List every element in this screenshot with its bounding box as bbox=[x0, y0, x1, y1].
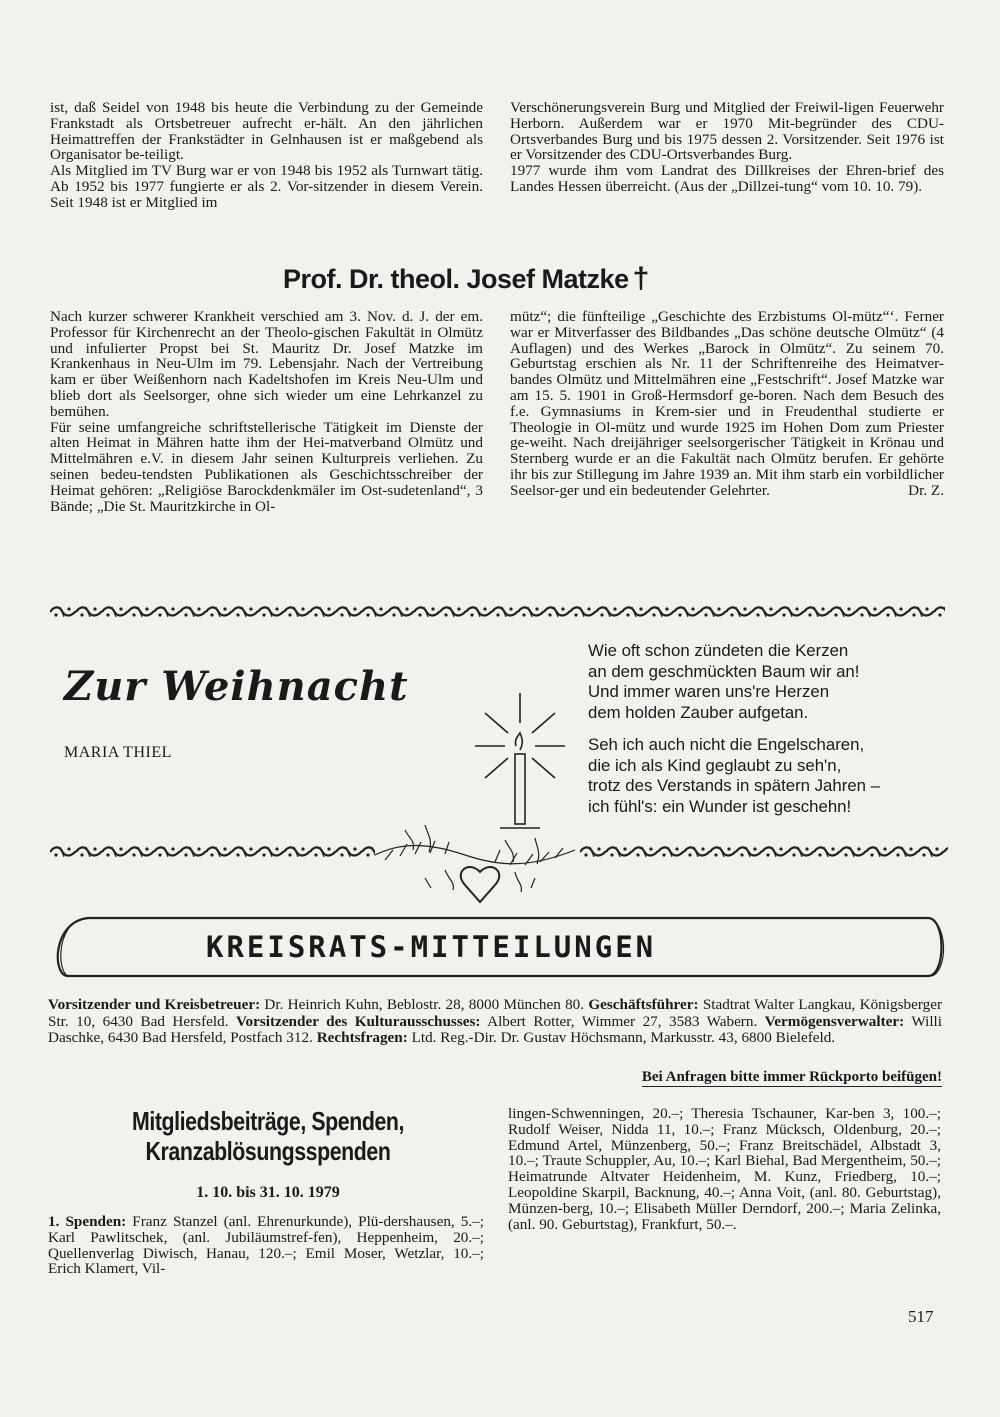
donations-title-line: Mitgliedsbeiträge, Spenden, bbox=[131, 1106, 405, 1136]
article-title-text: Prof. Dr. theol. Josef Matzke bbox=[283, 264, 629, 294]
article-seidel-right bbox=[510, 100, 944, 195]
paragraph: Nach kurzer schwerer Krankheit verschied am 3. Nov. d. J. der em. Professor für Kirchenrecht an der Theolo-gischen Fakultät in Olmütz und infulierter Propst bei St. Mauritz Dr. Josef Matzke im Krankenhaus in Neu-Ulm im 79. Lebensjahr. Nach der Vertreibung kam er über Weißenhorn nach Kadeltshofen im Kreis Neu-Ulm und blieb dort als Seelsorger, ohne sich wieder um eine Lehrkanzel zu bemühen. bbox=[50, 308, 483, 420]
poem-line: dem holden Zauber aufgetan. bbox=[588, 702, 809, 722]
poem-line: Wie oft schon zündeten die Kerzen bbox=[588, 641, 849, 660]
info-value: Willi Daschke, 6430 Bad Hersfeld, Postfach 312. bbox=[48, 1012, 942, 1047]
paragraph-text: mütz“; die fünfteilige „Geschichte des Erzbistums Ol-mütz“‘. Ferner war er Mitverfasser des Bildbandes „Das schöne deutsche Olmütz“ (4 Auflagen) und des Werkes „Barock in Olmütz“. Zu seinem 70. Geburtstag erschien als Nr. 11 der Schriftenreihe des Heimatver-bandes Olmütz und Mittelmähren eine „Festschrift“. Josef Matzke war am 15. 5. 1901 in Groß-Hermsdorf ge-boren. Nach dem Besuch des f.e. Gymnasiums in Krem-sier und in Freudenthal studierte er Theologie in Ol-mütz und wurde 1925 im Hohen Dom zum Priester ge-weiht. Nach dreijähriger seelsorgerischer Tätigkeit in Krönau und Sternberg wurde er an die Fakultät nach Olmütz berufen. Er gehörte ihr bis zur Stillegung im Jahre 1939 an. Mit ihm starb ein vorbildlicher Seelsor-ger und ein bedeutender Gelehrter. bbox=[510, 308, 944, 499]
author-signature: Dr. Z. bbox=[908, 481, 944, 499]
section-banner bbox=[48, 912, 948, 982]
donations-title-line: Kranzablösungsspenden bbox=[145, 1136, 391, 1166]
info-label: Vorsitzender und Kreisbetreuer: bbox=[48, 996, 261, 1013]
poem-title: Zur Weihnacht bbox=[64, 663, 409, 710]
info-value: Albert Rotter, Wimmer 27, 3583 Wabern. bbox=[480, 1012, 765, 1030]
info-label: Geschäftsführer: bbox=[588, 996, 699, 1013]
poem-author: MARIA THIEL bbox=[64, 744, 172, 761]
poem-line: Seh ich auch nicht die Engelscharen, bbox=[588, 735, 865, 754]
donations-text: Franz Stanzel (anl. Ehrenurkunde), Plü-dershausen, 5.–; Karl Pawlitschek, (anl. Jubiläumstref-fen), Heppenheim, 20.–; Quellenverlag Diwisch, Hanau, 120.–; Emil Moser, Wetzlar, 10.–; Erich Klamert, Vil- bbox=[48, 1213, 484, 1278]
page-number: 517 bbox=[908, 1307, 934, 1326]
paragraph: ist, daß Seidel von 1948 bis heute die Verbindung zu der Gemeinde Frankstadt als Ortsbetreuer aufrecht er-hält. An den jährlichen Heimattreffen der Frankstädter in Gelnhausen ist er maßgebend als Organisator be-teiligt. bbox=[50, 99, 483, 164]
paragraph: Als Mitglied im TV Burg war er von 1948 bis 1952 als Turnwart tätig. Ab 1952 bis 1977 fungierte er als 2. Vor-sitzender in diesem Verein. Seit 1948 ist er Mitglied im bbox=[50, 162, 483, 211]
paragraph bbox=[510, 309, 944, 499]
poem-line: trotz des Verstands in spätern Jahren – bbox=[588, 776, 880, 795]
donations-label: 1. Spenden: bbox=[48, 1213, 127, 1230]
info-label: Rechtsfragen: bbox=[316, 1029, 408, 1047]
info-label: Vorsitzender des Kulturausschusses: bbox=[235, 1012, 481, 1030]
ornament-border-top bbox=[50, 605, 945, 619]
article-title bbox=[283, 262, 649, 296]
donations-right bbox=[508, 1106, 941, 1232]
poem-line: an dem geschmückten Baum wir an! bbox=[588, 661, 860, 681]
info-label: Vermögensverwalter: bbox=[764, 1012, 905, 1030]
paragraph: Für seine umfangreiche schriftstellerische Tätigkeit im Dienste der alten Heimat in Mähren hatte ihm der Hei-matverband Olmütz und Mittelmähren e.V. in diesem Jahr seinen Kulturpreis verliehen. Zu seinen bedeu-tendsten Publikationen als Geschichtsschreiber der Heimat gehören: „Religiöse Barockdenkmäler im Ost-sudetenland“, 3 Bände; „Die St. Mauritzkirche in Ol- bbox=[50, 418, 483, 515]
ornament-border-bottom-right bbox=[580, 845, 948, 859]
paragraph: 1977 wurde ihm vom Landrat des Dillkreises der Ehren-brief des Landes Hessen überreicht. (Aus der „Dillzei-tung“ vom 10. 10. 79). bbox=[510, 162, 944, 195]
info-value: Dr. Heinrich Kuhn, Beblostr. 28, 8000 München 80. bbox=[260, 996, 589, 1013]
article-matzke-right bbox=[510, 309, 944, 499]
ornament-border-bottom-left bbox=[50, 845, 375, 859]
article-matzke-left bbox=[50, 309, 483, 514]
info-value: Stadtrat Walter Langkau, Königsberger Str. 10, 6430 Bad Hersfeld. bbox=[48, 996, 943, 1030]
donations-left bbox=[48, 1214, 484, 1277]
kreisrat-info bbox=[48, 997, 942, 1047]
notice-text: Bei Anfragen bitte immer Rückporto beifügen! bbox=[641, 1069, 942, 1085]
donations-date-range: 1. 10. bis 31. 10. 1979 bbox=[196, 1184, 340, 1201]
poem-stanza bbox=[588, 735, 948, 817]
dagger-symbol: † bbox=[632, 262, 649, 295]
section-title: KREISRATS-MITTEILUNGEN bbox=[206, 930, 657, 964]
poem-line: die ich als Kind geglaubt zu seh'n, bbox=[588, 755, 842, 775]
poem-line: ich fühl's: ein Wunder ist geschehn! bbox=[588, 796, 852, 816]
info-value: Ltd. Reg.-Dir. Dr. Gustav Höchsmann, Markusstr. 43, 6800 Bielefeld. bbox=[407, 1029, 836, 1047]
paragraph: Verschönerungsverein Burg und Mitglied der Freiwil-ligen Feuerwehr Herborn. Außerdem war er 1970 Mit-begründer des CDU-Ortsverbandes Burg und bis 1975 dessen 2. Vorsitzender. Seit 1976 ist er Vorsitzender des CDU-Ortsverbandes Burg. bbox=[510, 99, 944, 164]
donations-heading bbox=[48, 1106, 488, 1166]
poem-line: Und immer waren uns're Herzen bbox=[588, 682, 830, 701]
poem-stanza bbox=[588, 641, 948, 723]
article-seidel-left bbox=[50, 100, 483, 211]
poem-text bbox=[588, 641, 948, 829]
donations-text: lingen-Schwenningen, 20.–; Theresia Tschauner, Kar-ben 3, 100.–; Rudolf Weiser, Nidda 11, 10.–; Franz Mücksch, Oldenburg, 20.–; Edmund Artel, Münzenberg, 50.–; Franz Breitschädel, Albstadt 3, 10.–; Traute Schuppler, Au, 10.–; Karl Biehal, Bad Mergentheim, 50.–; Heimatrunde Altvater Heidenheim, M. Kunz, Friedberg, 10.–; Leopoldine Skarpil, Backnung, 40.–; Anna Voit, (anl. 80. Geburtstag), Münzen-berg, 10.–; Elisabeth Müller Derndorf, 200.–; Maria Zelinka, (anl. 90. Geburtstag), Frankfurt, 50.–. bbox=[508, 1105, 941, 1233]
garland-heart-icon bbox=[365, 810, 595, 920]
